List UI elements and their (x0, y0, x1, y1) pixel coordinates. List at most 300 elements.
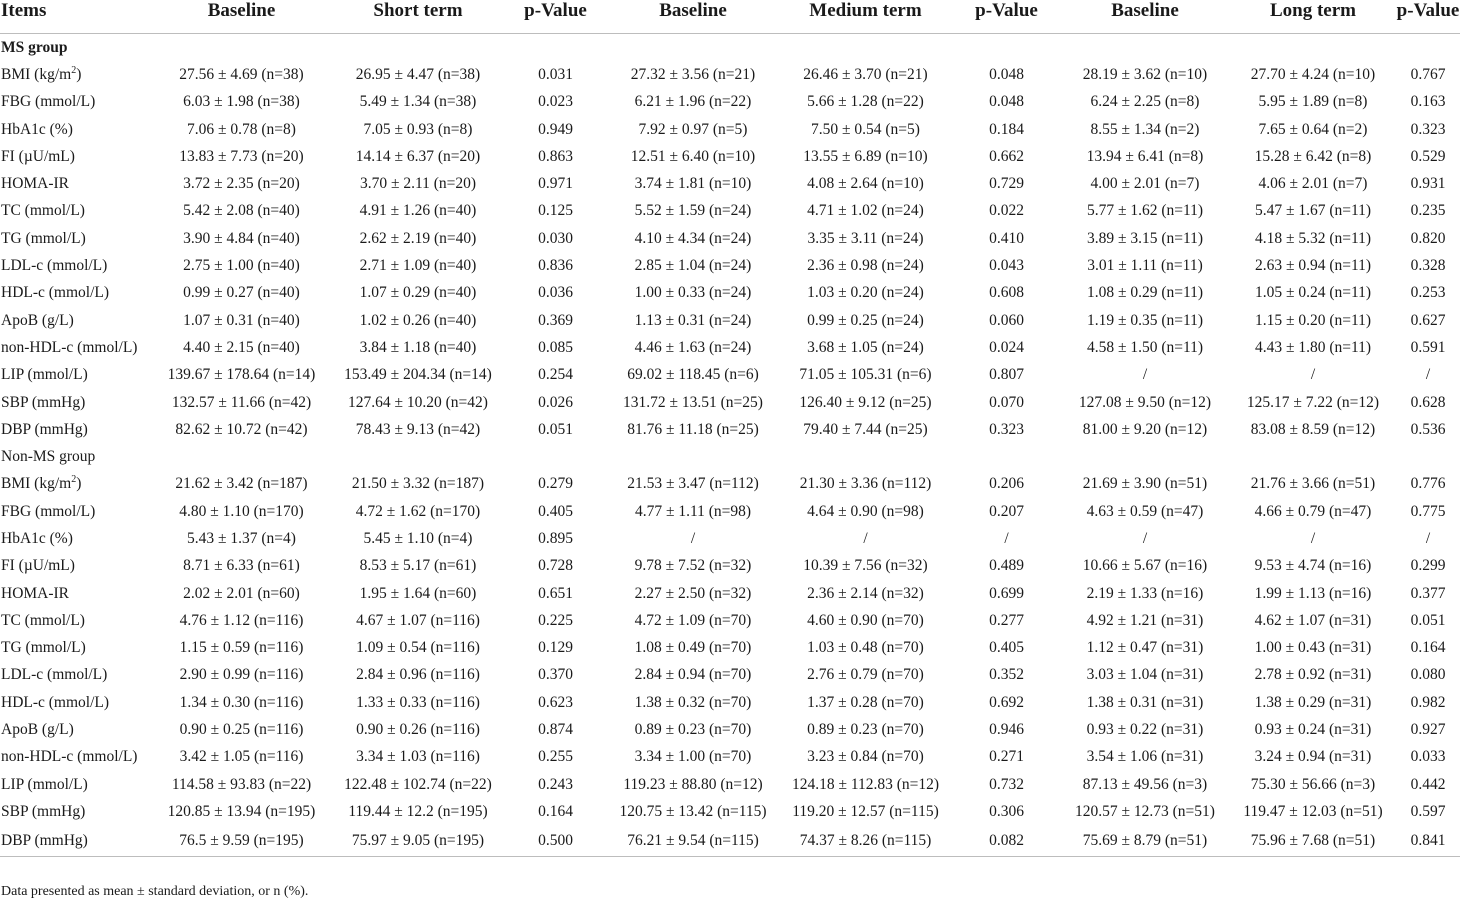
table-cell: 1.07 ± 0.29 (n=40) (359, 284, 477, 302)
header-baseline-short: Baseline (150, 0, 333, 34)
row-item-label (0, 170, 150, 197)
table-cell: 0.874 (538, 721, 573, 739)
table-cell: 0.323 (989, 420, 1024, 438)
table-row (0, 416, 1460, 443)
table-cell: 71.05 ± 105.31 (n=6) (799, 366, 932, 384)
table-cell: 0.271 (989, 748, 1024, 766)
table-cell: 0.820 (1410, 229, 1446, 247)
table-cell: 3.84 ± 1.18 (n=40) (359, 338, 477, 356)
table-cell: 78.43 ± 9.13 (n=42) (355, 420, 481, 438)
table-cell: 0.370 (538, 666, 573, 684)
table-cell: 10.66 ± 5.67 (n=16) (1082, 557, 1208, 575)
table-cell: 4.66 ± 0.79 (n=47) (1254, 502, 1372, 520)
item-text: HbA1c (%) (1, 120, 73, 138)
table-cell: 0.442 (1410, 775, 1446, 793)
header-p-value-medium: p-Value (953, 0, 1060, 34)
table-cell: 0.946 (989, 721, 1024, 739)
table-cell: 4.63 ± 0.59 (n=47) (1086, 502, 1204, 520)
table-cell: 2.63 ± 0.94 (n=11) (1254, 257, 1372, 275)
table-cell: 5.45 ± 1.10 (n=4) (363, 529, 473, 547)
table-cell: 0.776 (1410, 475, 1446, 493)
table-row (0, 471, 1460, 498)
table-cell: 0.299 (1410, 557, 1446, 575)
table-cell: / (1142, 529, 1148, 547)
table-cell: 0.254 (538, 366, 573, 384)
table-cell: 8.71 ± 6.33 (n=61) (183, 557, 300, 575)
table-cell: 6.24 ± 2.25 (n=8) (1090, 93, 1200, 111)
table-cell: 12.51 ± 6.40 (n=10) (630, 147, 756, 165)
table-cell: 6.03 ± 1.98 (n=38) (183, 93, 300, 111)
item-text: ApoB (g/L) (1, 311, 74, 329)
table-cell: 1.05 ± 0.24 (n=11) (1254, 284, 1372, 302)
table-cell: 15.28 ± 6.42 (n=8) (1254, 147, 1372, 165)
table-cell: 8.55 ± 1.34 (n=2) (1090, 120, 1200, 138)
table-cell: 1.00 ± 0.33 (n=24) (634, 284, 752, 302)
table-cell: 3.34 ± 1.00 (n=70) (634, 748, 752, 766)
table-cell: / (1425, 366, 1431, 384)
item-text: HOMA-IR (1, 584, 70, 602)
item-text: LDL-c (mmol/L) (1, 257, 108, 275)
table-cell: 0.206 (989, 475, 1024, 493)
table-cell: 2.02 ± 2.01 (n=60) (183, 584, 300, 602)
table-cell: 21.62 ± 3.42 (n=187) (175, 475, 308, 493)
table-cell: 0.729 (989, 175, 1024, 193)
item-text: FI (µU/mL) (1, 557, 75, 575)
header-medium-term: Medium term (778, 0, 953, 34)
table-cell: 26.95 ± 4.47 (n=38) (355, 65, 481, 83)
table-cell: 1.19 ± 0.35 (n=11) (1086, 311, 1204, 329)
table-cell: 7.50 ± 0.54 (n=5) (811, 120, 920, 138)
table-cell: 1.95 ± 1.64 (n=60) (359, 584, 477, 602)
table-cell: 7.92 ± 0.97 (n=5) (638, 120, 748, 138)
table-cell: 0.405 (989, 639, 1024, 657)
row-item-label (0, 89, 150, 116)
table-cell: 13.55 ± 6.89 (n=10) (803, 147, 928, 165)
table-cell: 1.38 ± 0.32 (n=70) (634, 693, 752, 711)
table-cell: 81.76 ± 11.18 (n=25) (627, 420, 759, 438)
table-cell: / (690, 529, 696, 547)
table-cell: 9.53 ± 4.74 (n=16) (1254, 557, 1372, 575)
table-cell: 4.08 ± 2.64 (n=10) (807, 175, 924, 193)
group-header-row (0, 443, 1460, 470)
table-row (0, 553, 1460, 580)
row-item-label (0, 362, 150, 389)
table-cell: 4.18 ± 5.32 (n=11) (1254, 229, 1372, 247)
table-cell: 0.163 (1410, 93, 1446, 111)
table-cell: 83.08 ± 8.59 (n=12) (1250, 420, 1376, 438)
table-cell: 3.72 ± 2.35 (n=20) (183, 175, 300, 193)
table-row (0, 198, 1460, 225)
table-cell: 21.53 ± 3.47 (n=112) (627, 475, 759, 493)
table-cell: 4.80 ± 1.10 (n=170) (179, 502, 304, 520)
item-text: TG (mmol/L) (1, 639, 86, 657)
table-cell: 1.07 ± 0.31 (n=40) (183, 311, 300, 329)
table-cell: / (1310, 366, 1316, 384)
table-cell: 0.048 (989, 65, 1024, 83)
table-cell: 7.06 ± 0.78 (n=8) (187, 120, 296, 138)
item-text: ApoB (g/L) (1, 721, 74, 739)
table-cell: 0.164 (1410, 639, 1446, 657)
table-cell: 3.23 ± 0.84 (n=70) (807, 748, 924, 766)
table-row (0, 389, 1460, 416)
group-name: Non-MS group (1, 448, 96, 466)
table-cell: 2.36 ± 0.98 (n=24) (807, 257, 924, 275)
table-cell: 0.184 (989, 120, 1024, 138)
table-cell: 4.64 ± 0.90 (n=98) (807, 502, 924, 520)
table-cell: 10.39 ± 7.56 (n=32) (803, 557, 928, 575)
table-cell: 76.5 ± 9.59 (n=195) (150, 826, 333, 857)
table-cell: 0.489 (989, 557, 1024, 575)
table-cell: 3.70 ± 2.11 (n=20) (359, 175, 477, 193)
table-cell: 0.048 (989, 93, 1024, 111)
table-cell: 0.692 (989, 693, 1024, 711)
table-cell: 4.10 ± 4.34 (n=24) (634, 229, 752, 247)
header-baseline-long: Baseline (1060, 0, 1230, 34)
table-cell: 0.277 (989, 611, 1024, 629)
table-cell: 2.36 ± 2.14 (n=32) (807, 584, 924, 602)
table-cell: 4.43 ± 1.80 (n=11) (1254, 338, 1372, 356)
item-text: TC (mmol/L) (1, 611, 85, 629)
table-cell: 1.15 ± 0.59 (n=116) (179, 639, 304, 657)
row-item-label (0, 826, 150, 857)
table-cell: 0.89 ± 0.23 (n=70) (807, 721, 924, 739)
row-item-label (0, 689, 150, 716)
header-row (0, 0, 1460, 34)
table-row (0, 607, 1460, 634)
table-cell: 21.76 ± 3.66 (n=51) (1250, 475, 1376, 493)
table-cell: 79.40 ± 7.44 (n=25) (803, 420, 928, 438)
table-row (0, 252, 1460, 279)
table-cell: 126.40 ± 9.12 (n=25) (799, 393, 932, 411)
table-cell: 87.13 ± 49.56 (n=3) (1082, 775, 1208, 793)
table-cell: 26.46 ± 3.70 (n=21) (803, 65, 928, 83)
item-text-end: ) (76, 475, 82, 493)
header-short-term: Short term (333, 0, 503, 34)
table-cell: 0.927 (1410, 721, 1446, 739)
row-item-label (0, 744, 150, 771)
row-item-label (0, 716, 150, 743)
row-item-label (0, 307, 150, 334)
table-cell: 27.56 ± 4.69 (n=38) (179, 65, 304, 83)
table-cell: 3.54 ± 1.06 (n=31) (1086, 748, 1204, 766)
item-text: LIP (mmol/L) (1, 366, 88, 384)
table-cell: 0.982 (1410, 693, 1446, 711)
item-text: HDL-c (mmol/L) (1, 693, 110, 711)
table-row (0, 89, 1460, 116)
table-cell: 119.20 ± 12.57 (n=115) (792, 802, 939, 820)
table-cell: 2.75 ± 1.00 (n=40) (183, 257, 300, 275)
table-cell: 0.060 (989, 311, 1024, 329)
table-cell: 0.306 (989, 802, 1024, 820)
table-cell: 0.99 ± 0.25 (n=24) (807, 311, 924, 329)
row-item-label (0, 498, 150, 525)
table-cell: 0.328 (1410, 257, 1446, 275)
row-item-label (0, 553, 150, 580)
table-cell: 1.38 ± 0.29 (n=31) (1254, 693, 1372, 711)
table-cell: 82.62 ± 10.72 (n=42) (175, 420, 308, 438)
table-cell: 124.18 ± 112.83 (n=12) (791, 775, 940, 793)
table-cell: 2.84 ± 0.96 (n=116) (356, 666, 480, 684)
table-cell: 0.651 (538, 584, 573, 602)
table-cell: 139.67 ± 178.64 (n=14) (167, 366, 316, 384)
table-cell: 1.00 ± 0.43 (n=31) (1254, 639, 1372, 657)
table-cell: 4.58 ± 1.50 (n=11) (1086, 338, 1204, 356)
table-cell: 0.597 (1410, 802, 1446, 820)
header-p-value-short: p-Value (503, 0, 608, 34)
item-superscript: 2 (71, 64, 77, 76)
table-cell: 1.37 ± 0.28 (n=70) (807, 693, 924, 711)
table-cell: 4.06 ± 2.01 (n=7) (1258, 175, 1368, 193)
table-cell: 119.23 ± 88.80 (n=12) (623, 775, 763, 793)
table-cell: 5.95 ± 1.89 (n=8) (1258, 93, 1368, 111)
table-cell: 4.60 ± 0.90 (n=70) (807, 611, 924, 629)
table-row (0, 362, 1460, 389)
table-cell: 1.03 ± 0.20 (n=24) (807, 284, 924, 302)
table-cell: 1.13 ± 0.31 (n=24) (634, 311, 752, 329)
table-cell: 0.070 (989, 393, 1024, 411)
table-cell: / (1310, 529, 1316, 547)
table-cell: 5.47 ± 1.67 (n=11) (1254, 202, 1372, 220)
header-baseline-medium: Baseline (608, 0, 778, 34)
item-text: HbA1c (%) (1, 529, 73, 547)
table-row (0, 635, 1460, 662)
row-item-label (0, 61, 150, 88)
item-text: FBG (mmol/L) (1, 502, 96, 520)
table-cell: 74.37 ± 8.26 (n=115) (778, 826, 953, 857)
table-cell: 0.036 (538, 284, 573, 302)
group-name: MS group (1, 38, 68, 56)
row-item-label (0, 416, 150, 443)
table-cell: 4.71 ± 1.02 (n=24) (807, 202, 924, 220)
table-cell: 9.78 ± 7.52 (n=32) (634, 557, 752, 575)
table-cell: 119.44 ± 12.2 (n=195) (348, 802, 488, 820)
table-cell: 0.207 (989, 502, 1024, 520)
table-cell: 0.022 (989, 202, 1024, 220)
table-row (0, 280, 1460, 307)
item-text: BMI (kg/m (1, 65, 72, 83)
table-cell: 2.76 ± 0.79 (n=70) (807, 666, 924, 684)
table-cell: 2.85 ± 1.04 (n=24) (634, 257, 752, 275)
table-cell: 3.89 ± 3.15 (n=11) (1086, 229, 1204, 247)
table-cell: 14.14 ± 6.37 (n=20) (355, 147, 481, 165)
table-cell: 1.08 ± 0.49 (n=70) (634, 639, 752, 657)
table-cell: 1.34 ± 0.30 (n=116) (179, 693, 304, 711)
table-cell: 3.68 ± 1.05 (n=24) (807, 338, 924, 356)
table-row (0, 116, 1460, 143)
table-cell: 0.125 (538, 202, 573, 220)
table-cell: 0.662 (989, 147, 1024, 165)
table-cell: 5.42 ± 2.08 (n=40) (183, 202, 300, 220)
table-cell: 0.90 ± 0.25 (n=116) (179, 721, 304, 739)
item-text: LDL-c (mmol/L) (1, 666, 108, 684)
table-cell: 3.90 ± 4.84 (n=40) (183, 229, 300, 247)
table-row (0, 225, 1460, 252)
table-cell: 5.52 ± 1.59 (n=24) (634, 202, 752, 220)
table-cell: 1.03 ± 0.48 (n=70) (807, 639, 924, 657)
item-text: LIP (mmol/L) (1, 775, 88, 793)
table-cell: 27.70 ± 4.24 (n=10) (1250, 65, 1376, 83)
item-text: BMI (kg/m (1, 475, 72, 493)
table-cell: 0.767 (1410, 65, 1446, 83)
table-cell: 114.58 ± 93.83 (n=22) (171, 775, 312, 793)
table-cell: 4.72 ± 1.62 (n=170) (355, 502, 481, 520)
table-cell: 0.026 (538, 393, 573, 411)
item-text: TG (mmol/L) (1, 229, 86, 247)
table-cell: 0.352 (989, 666, 1024, 684)
table-cell: 0.023 (538, 93, 573, 111)
table-cell: 3.01 ± 1.11 (n=11) (1087, 257, 1203, 275)
table-cell: 13.94 ± 6.41 (n=8) (1086, 147, 1204, 165)
table-cell: 3.35 ± 3.11 (n=24) (807, 229, 924, 247)
table-cell: 0.895 (538, 529, 573, 547)
header-items: Items (0, 0, 150, 34)
row-item-label (0, 798, 150, 825)
row-item-label (0, 116, 150, 143)
table-cell: 119.47 ± 12.03 (n=51) (1243, 802, 1383, 820)
table-cell: 0.051 (538, 420, 573, 438)
row-item-label (0, 580, 150, 607)
table-cell: 0.728 (538, 557, 573, 575)
table-cell: 7.05 ± 0.93 (n=8) (363, 120, 473, 138)
table-cell: 0.99 ± 0.27 (n=40) (183, 284, 300, 302)
table-cell: 131.72 ± 13.51 (n=25) (623, 393, 763, 411)
table-cell: 5.43 ± 1.37 (n=4) (187, 529, 296, 547)
table-cell: 1.02 ± 0.26 (n=40) (359, 311, 477, 329)
table-cell: 69.02 ± 118.45 (n=6) (627, 366, 759, 384)
row-item-label (0, 471, 150, 498)
table-cell: 0.775 (1410, 502, 1446, 520)
table-cell: 0.841 (1396, 826, 1460, 857)
item-text: HOMA-IR (1, 175, 70, 193)
table-cell: 1.09 ± 0.54 (n=116) (356, 639, 480, 657)
table-cell: 0.043 (989, 257, 1024, 275)
table-row (0, 525, 1460, 552)
table-cell: 4.62 ± 1.07 (n=31) (1254, 611, 1372, 629)
item-text: FBG (mmol/L) (1, 93, 96, 111)
table-row (0, 143, 1460, 170)
table-cell: 76.21 ± 9.54 (n=115) (608, 826, 778, 857)
table-cell: 4.00 ± 2.01 (n=7) (1090, 175, 1200, 193)
item-text: TC (mmol/L) (1, 202, 85, 220)
table-cell: 0.377 (1410, 584, 1446, 602)
table-cell: 2.19 ± 1.33 (n=16) (1086, 584, 1204, 602)
table-cell: 4.76 ± 1.12 (n=116) (179, 611, 304, 629)
table-cell: 0.279 (538, 475, 573, 493)
table-cell: 75.69 ± 8.79 (n=51) (1060, 826, 1230, 857)
table-cell: 0.971 (538, 175, 573, 193)
table-cell: 0.255 (538, 748, 573, 766)
table-cell: 4.92 ± 1.21 (n=31) (1086, 611, 1204, 629)
table-cell: / (1004, 529, 1009, 547)
item-text: FI (µU/mL) (1, 147, 75, 165)
group-header-row (0, 34, 1460, 62)
table-cell: 0.030 (538, 229, 573, 247)
table-cell: / (1142, 366, 1148, 384)
row-item-label (0, 225, 150, 252)
table-cell: 6.21 ± 1.96 (n=22) (634, 93, 752, 111)
table-cell: 0.89 ± 0.23 (n=70) (634, 721, 752, 739)
table-cell: 1.15 ± 0.20 (n=11) (1254, 311, 1372, 329)
table-row (0, 744, 1460, 771)
item-text: DBP (mmHg) (1, 831, 88, 849)
table-row (0, 61, 1460, 88)
table-cell: 28.19 ± 3.62 (n=10) (1082, 65, 1208, 83)
table-body (0, 34, 1460, 857)
table-cell: 1.12 ± 0.47 (n=31) (1086, 639, 1204, 657)
row-item-label (0, 280, 150, 307)
table-cell: 0.623 (538, 693, 573, 711)
table-cell: 21.69 ± 3.90 (n=51) (1082, 475, 1208, 493)
table-cell: 0.627 (1410, 311, 1446, 329)
table-row (0, 498, 1460, 525)
table-cell: 2.27 ± 2.50 (n=32) (634, 584, 752, 602)
row-item-label (0, 771, 150, 798)
table-cell: 3.74 ± 1.81 (n=10) (634, 175, 752, 193)
table-cell: 1.08 ± 0.29 (n=11) (1086, 284, 1204, 302)
table-cell: 0.164 (538, 802, 573, 820)
table-cell: 0.243 (538, 775, 573, 793)
table-cell: / (863, 529, 868, 547)
table-cell: 132.57 ± 11.66 (n=42) (171, 393, 312, 411)
table-cell: 3.24 ± 0.94 (n=31) (1254, 748, 1372, 766)
table-cell: 0.369 (538, 311, 573, 329)
table-cell: 0.836 (538, 257, 573, 275)
row-item-label (0, 143, 150, 170)
table-cell: 2.84 ± 0.94 (n=70) (634, 666, 752, 684)
table-footnote: Data presented as mean ± standard deviation, or n (%). (1, 884, 309, 899)
table-cell: 0.500 (503, 826, 608, 857)
table-cell: 75.30 ± 56.66 (n=3) (1250, 775, 1376, 793)
table-cell: 0.628 (1410, 393, 1446, 411)
item-text-end: ) (76, 65, 82, 83)
table-cell: 21.50 ± 3.32 (n=187) (351, 475, 485, 493)
table-cell: 4.91 ± 1.26 (n=40) (359, 202, 477, 220)
table-cell: 0.807 (989, 366, 1024, 384)
item-text: non-HDL-c (mmol/L) (1, 338, 138, 356)
table-cell: 4.46 ± 1.63 (n=24) (634, 338, 752, 356)
table-cell: 0.323 (1410, 120, 1446, 138)
table-cell: 120.85 ± 13.94 (n=195) (167, 802, 316, 820)
table-cell: 0.863 (538, 147, 573, 165)
table-cell: 0.405 (538, 502, 573, 520)
table-cell: 75.97 ± 9.05 (n=195) (333, 826, 503, 857)
table-cell: 0.085 (538, 338, 573, 356)
table-cell: 27.32 ± 3.56 (n=21) (630, 65, 756, 83)
table-cell: 153.49 ± 204.34 (n=14) (344, 366, 492, 384)
row-item-label (0, 525, 150, 552)
table-cell: 5.49 ± 1.34 (n=38) (359, 93, 477, 111)
table-cell: 0.051 (1410, 611, 1446, 629)
row-item-label (0, 635, 150, 662)
header-p-value-long: p-Value (1396, 0, 1460, 34)
table-cell: 8.53 ± 5.17 (n=61) (359, 557, 477, 575)
row-item-label (0, 334, 150, 361)
table-row (0, 334, 1460, 361)
table-cell: 21.30 ± 3.36 (n=112) (799, 475, 932, 493)
table-cell: 3.03 ± 1.04 (n=31) (1086, 666, 1204, 684)
table-cell: 2.71 ± 1.09 (n=40) (359, 257, 477, 275)
table-row (0, 580, 1460, 607)
table-cell: 0.235 (1410, 202, 1446, 220)
table-row (0, 716, 1460, 743)
table-cell: 0.033 (1410, 748, 1446, 766)
table-cell: 5.77 ± 1.62 (n=11) (1086, 202, 1204, 220)
table-cell: 2.62 ± 2.19 (n=40) (359, 229, 477, 247)
table-cell: 127.08 ± 9.50 (n=12) (1078, 393, 1212, 411)
table-cell: 2.78 ± 0.92 (n=31) (1254, 666, 1372, 684)
table-row (0, 170, 1460, 197)
table-cell: 0.931 (1410, 175, 1446, 193)
